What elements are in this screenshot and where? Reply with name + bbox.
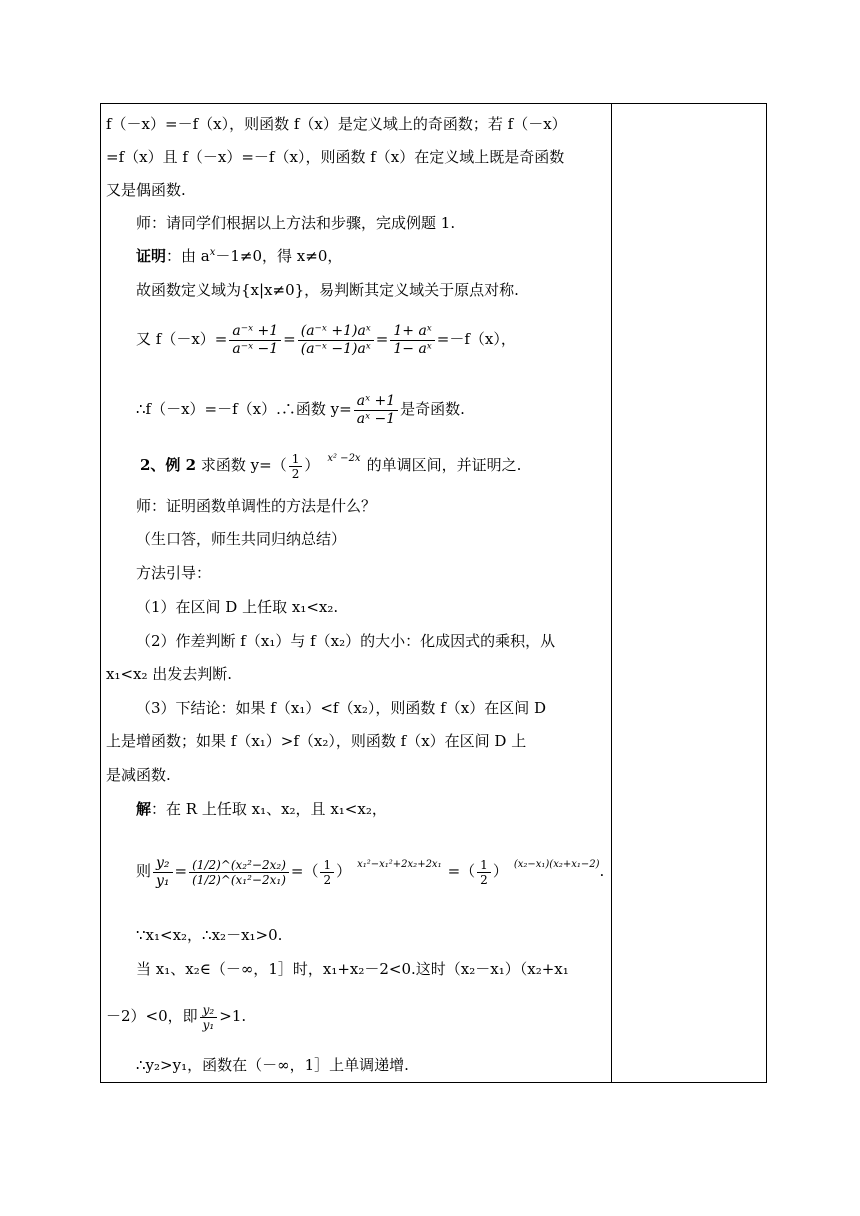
text-line: =f（x）且 f（－x）=－f（x），则函数 f（x）在定义域上既是奇函数 xyxy=(106,148,565,166)
text-line: x₁<x₂ 出发去判断. xyxy=(106,665,233,683)
text-line: （生口答，师生共同归纳总结） xyxy=(136,530,347,548)
text-line: （3）下结论：如果 f（x₁）<f（x₂），则函数 f（x）在区间 D xyxy=(136,699,547,717)
text-line: ∴y₂>y₁，函数在（－∞，1］上单调递增. xyxy=(136,1056,409,1074)
fraction: $\frac{\text{1+ aˣ}}{\text{1− aˣ}}$ xyxy=(390,323,434,358)
fraction: $\frac{1}{2}$ xyxy=(289,452,303,481)
text-line: 方法引导： xyxy=(136,564,212,582)
formula-line: ∴f（－x）=－f（x）.∴函数 y= $\frac{\text{aˣ +1}}{\text{aˣ −1}}$ 是奇函数. xyxy=(136,392,465,427)
text-line: 故函数定义域为{x|x≠0}，易判断其定义域关于原点对称. xyxy=(136,281,519,299)
fraction: $\frac{\text{aˣ +1}}{\text{aˣ −1}}$ xyxy=(354,393,398,428)
text-line: ∵x₁<x₂，∴x₂－x₁>0. xyxy=(136,926,283,944)
solution-label: 解 xyxy=(136,800,152,818)
formula-line: 则 $\frac{\text{y₂}}{\text{y₁}}$ = $\frac{\text{(1/2)\textasciicircum{}(x₂²−2x₂)}}{\text{(1/2)\textasciicircum{}(x₁²−2x₁)}}$ =（ $\frac{1}{2}$ ） $^{x_1^2-x_1^2+2x_2+2x_1}$ =（ $\frac{1}{2}$ ） $^{(x_2-x_1)(x_2+x_1-2)}$. xyxy=(136,854,605,889)
formula-line: 又 f（－x）= $\frac{\text{a⁻ˣ +1}}{\text{a⁻ˣ −1}}$ = $\frac{\text{(a⁻ˣ +1)aˣ}}{\text{(a⁻ˣ −1)aˣ}}$ = $\frac{\text{1+ aˣ}}{\text{1− aˣ}}$ =－f（x）， xyxy=(136,322,516,357)
table-column-divider xyxy=(611,103,612,1083)
fraction: $\frac{1}{2}$ xyxy=(320,858,334,887)
text-line: 师：请同学们根据以上方法和步骤，完成例题 1. xyxy=(136,214,456,232)
solution-line: 解：在 R 上任取 x₁、x₂，且 x₁<x₂， xyxy=(136,800,387,818)
example-2-line: 2、例 2 求函数 y=（ $\frac{1}{2}$ ） $^{x^2 -2x}$ 的单调区间，并证明之. xyxy=(140,451,522,481)
fraction: $\frac{\text{y₂}}{\text{y₁}}$ xyxy=(153,855,173,890)
text-line: 师：证明函数单调性的方法是什么？ xyxy=(136,497,377,515)
proof-label: 证明 xyxy=(136,247,167,265)
text-line: 上是增函数；如果 f（x₁）>f（x₂），则函数 f（x）在区间 D 上 xyxy=(106,732,527,750)
fraction: $\frac{\text{a⁻ˣ +1}}{\text{a⁻ˣ −1}}$ xyxy=(229,323,281,358)
fraction: $\frac{\text{(a⁻ˣ +1)aˣ}}{\text{(a⁻ˣ −1)aˣ}}$ xyxy=(298,323,374,358)
fraction: $\frac{1}{2}$ xyxy=(477,858,491,887)
text-line: 又是偶函数. xyxy=(106,181,186,199)
proof-line: 证明：由 $a^x-1\ne 0$，得 x≠0， xyxy=(136,247,343,265)
text-line: 当 x₁、x₂∈（－∞，1］时，x₁+x₂－2<0.这时（x₂－x₁）（x₂+x₁ xyxy=(136,960,569,978)
text-line: 是减函数. xyxy=(106,766,171,784)
text-line: f（－x）=－f（x），则函数 f（x）是定义域上的奇函数；若 f（－x） xyxy=(106,115,567,133)
example-label: 2、例 2 xyxy=(140,456,197,474)
text-line: （1）在区间 D 上任取 x₁<x₂. xyxy=(136,598,339,616)
text-line: （2）作差判断 f（x₁）与 f（x₂）的大小：化成因式的乘积，从 xyxy=(136,632,556,650)
fraction: $\frac{\text{(1/2)\textasciicircum{}(x₂²−2x₂)}}{\text{(1/2)\textasciicircum{}(x₁²−2x₁)}}$ xyxy=(189,858,289,887)
fraction: $\frac{\text{y₂}}{\text{y₁}}$ xyxy=(200,1003,218,1032)
formula-line: －2）<0，即 $\frac{\text{y₂}}{\text{y₁}}$ >1. xyxy=(106,1002,247,1032)
